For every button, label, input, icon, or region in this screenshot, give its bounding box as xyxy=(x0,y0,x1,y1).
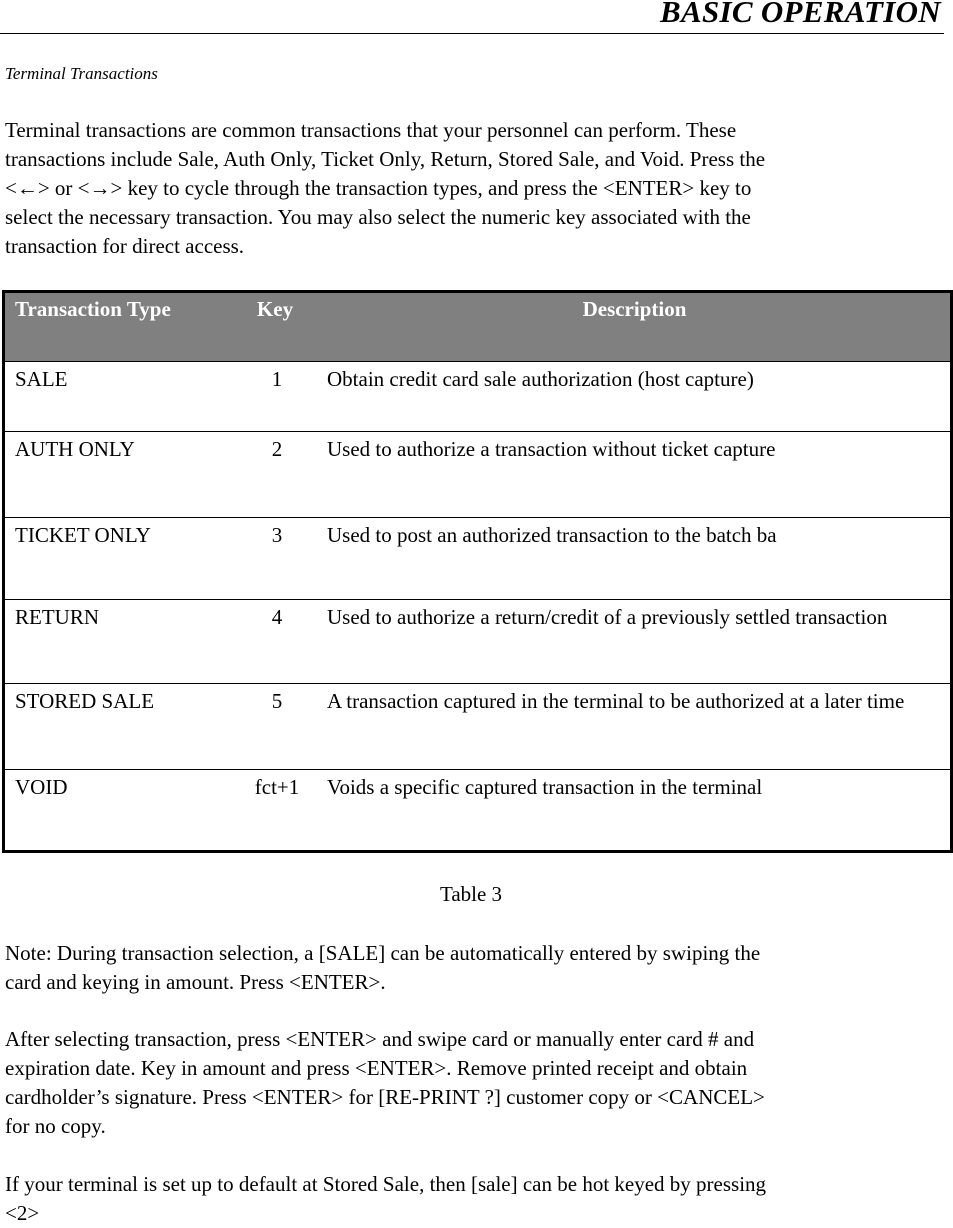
row-transaction-type: STORED SALE xyxy=(15,689,155,713)
row-key: fct+1 xyxy=(254,775,300,799)
intro-line: Terminal transactions are common transactions that your personnel can perform. These xyxy=(5,118,737,142)
hotkey-line: <2> xyxy=(5,1201,40,1225)
row-key: 2 xyxy=(271,437,283,461)
hotkey-paragraph xyxy=(5,1170,945,1228)
header-transaction-type: Transaction Type xyxy=(15,297,171,321)
table-row xyxy=(5,684,950,770)
row-transaction-type: AUTH ONLY xyxy=(15,437,135,461)
table-row xyxy=(5,432,950,518)
row-transaction-type: VOID xyxy=(15,775,68,799)
instructions-paragraph xyxy=(5,1025,945,1141)
row-transaction-type: TICKET ONLY xyxy=(15,523,151,547)
header-description: Description xyxy=(582,297,687,321)
transaction-table xyxy=(2,290,953,853)
table-row xyxy=(5,518,950,600)
row-description: A transaction captured in the terminal to be authorized at a later time xyxy=(327,689,905,713)
table-row xyxy=(5,362,950,432)
note-line: card and keying in amount. Press <ENTER>. xyxy=(5,970,386,994)
table-row xyxy=(5,600,950,684)
row-description: Used to post an authorized transaction to the batch ba xyxy=(327,523,777,547)
row-transaction-type: SALE xyxy=(15,367,68,391)
page-header xyxy=(0,0,944,34)
intro-paragraph xyxy=(5,116,945,261)
intro-line: transaction for direct access. xyxy=(5,234,245,258)
row-key: 3 xyxy=(271,523,283,547)
instructions-line: After selecting transaction, press <ENTER> and swipe card or manually enter card # and xyxy=(5,1027,755,1051)
instructions-line: for no copy. xyxy=(5,1114,106,1138)
table-row xyxy=(5,770,950,850)
instructions-line: expiration date. Key in amount and press <ENTER>. Remove printed receipt and obtain xyxy=(5,1056,748,1080)
row-transaction-type: RETURN xyxy=(15,605,99,629)
table-caption: Table 3 xyxy=(439,882,503,906)
page-title: BASIC OPERATION xyxy=(659,0,941,29)
row-key: 1 xyxy=(271,367,283,391)
intro-line: transactions include Sale, Auth Only, Ticket Only, Return, Stored Sale, and Void. Press the xyxy=(5,147,766,171)
header-key: Key xyxy=(256,297,294,321)
row-description: Used to authorize a return/credit of a previously settled transaction xyxy=(327,605,888,629)
table-header-row xyxy=(5,293,950,362)
instructions-line: cardholder’s signature. Press <ENTER> for [RE-PRINT ?] customer copy or <CANCEL> xyxy=(5,1085,765,1109)
intro-line: select the necessary transaction. You may also select the numeric key associated with the xyxy=(5,205,751,229)
hotkey-line: If your terminal is set up to default at Stored Sale, then [sale] can be hot keyed by pressing xyxy=(5,1172,767,1196)
intro-line: <←> or <→> key to cycle through the transaction types, and press the <ENTER> key to xyxy=(5,176,752,200)
row-description: Obtain credit card sale authorization (host capture) xyxy=(327,367,754,391)
row-description: Voids a specific captured transaction in the terminal xyxy=(327,775,763,799)
section-title: Terminal Transactions xyxy=(5,64,158,83)
row-description: Used to authorize a transaction without ticket capture xyxy=(327,437,776,461)
note-line: Note: During transaction selection, a [SALE] can be automatically entered by swiping the xyxy=(5,941,761,965)
row-key: 5 xyxy=(271,689,283,713)
note-paragraph xyxy=(5,939,945,997)
row-key: 4 xyxy=(271,605,283,629)
